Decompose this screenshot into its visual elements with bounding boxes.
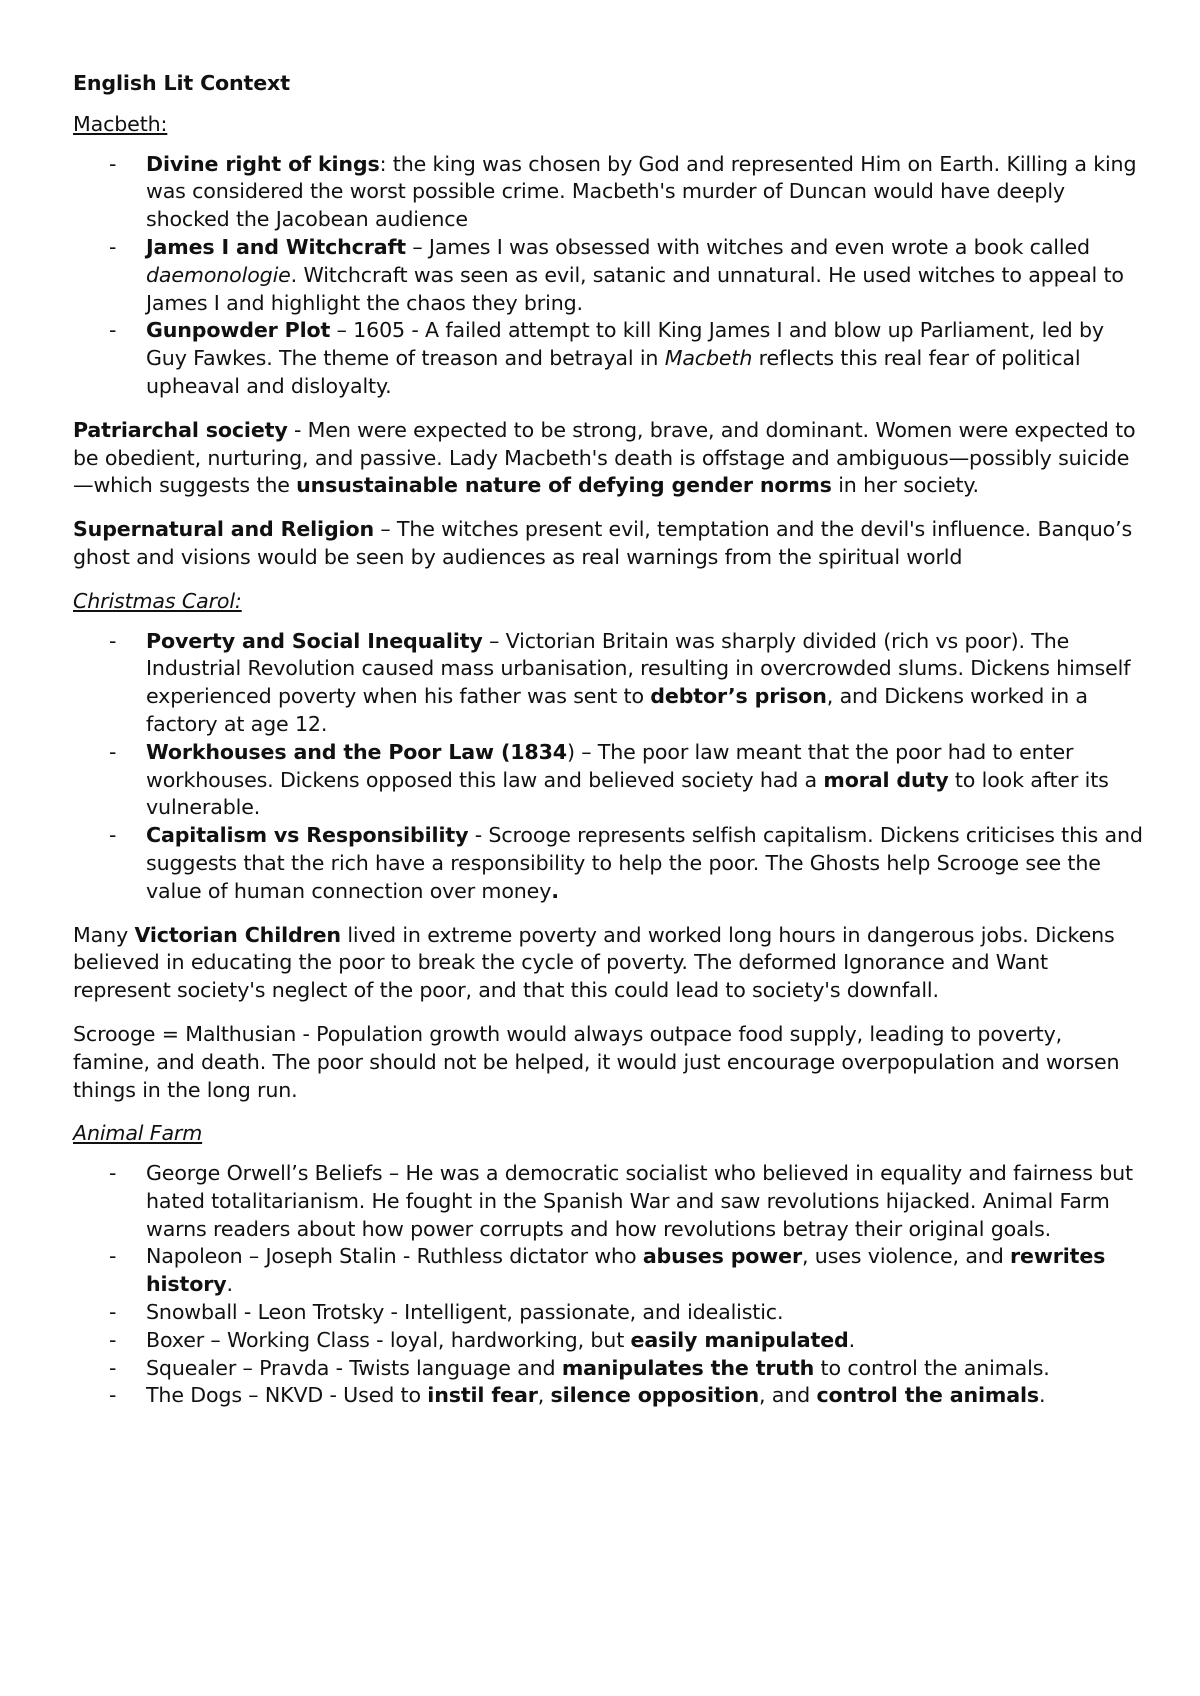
dash-marker: - xyxy=(109,628,117,653)
dash-marker: - xyxy=(109,151,117,176)
list-item: - Poverty and Social Inequality – Victorian Britain was sharply divided (rich vs poor). The Industrial Revolution caused mass urbanisation, resulting in overcrowded slums. Dickens himself experienced poverty when his father was sent to debtor’s prison, and Dickens worked in a factory at age 12. xyxy=(109,628,1131,736)
heading-christmas-carol: Christmas Carol: xyxy=(73,588,242,613)
dash-marker: - xyxy=(109,1161,117,1186)
macbeth-list xyxy=(73,151,1143,401)
heading-animal-farm: Animal Farm xyxy=(73,1121,203,1146)
dash-marker: - xyxy=(109,234,117,259)
list-item: - George Orwell’s Beliefs – He was a democratic socialist who believed in equality and fairness but hated totalitarianism. He fought in the Spanish War and saw revolutions hijacked. Animal Farm warns readers about how power corrupts and how revolutions betray their original goals. xyxy=(109,1161,1133,1241)
paragraph-patriarchal: Patriarchal society - Men were expected to be strong, brave, and dominant. Women were expected to be obedient, nurturing, and passive. Lady Macbeth's death is offstage and ambiguous—possibly suicide—which suggests the unsustainable nature of defying gender norms in her society. xyxy=(73,417,1136,498)
dash-marker: - xyxy=(109,1327,117,1352)
document-title: English Lit Context xyxy=(73,71,290,95)
animal-farm-list xyxy=(73,1160,1143,1410)
list-item: - James I and Witchcraft – James I was obsessed with witches and even wrote a book called daemonologie. Witchcraft was seen as evil, satanic and unnatural. He used witches to appeal to James I and highlight the chaos they bring. xyxy=(109,234,1124,315)
dash-marker: - xyxy=(109,318,117,343)
paragraph-victorian-children: Many Victorian Children lived in extreme poverty and worked long hours in dangerous jobs. Dickens believed in educating the poor to break the cycle of poverty. The deformed Ignorance and Want represent society's neglect of the poor, and that this could lead to society's downfall. xyxy=(73,922,1115,1003)
paragraph-scrooge-malthusian: Scrooge = Malthusian - Population growth would always outpace food supply, leading to poverty, famine, and death. The poor should not be helped, it would just encourage overpopulation and worsen things in the long run. xyxy=(73,1021,1120,1102)
dash-marker: - xyxy=(109,1244,117,1269)
dash-marker: - xyxy=(109,1383,117,1408)
list-item: - Squealer – Pravda - Twists language and manipulates the truth to control the animals. xyxy=(73,1355,1143,1383)
list-item: - Gunpowder Plot – 1605 - A failed attempt to kill King James I and blow up Parliament, led by Guy Fawkes. The theme of treason and betrayal in Macbeth reflects this real fear of political upheaval and disloyalty. xyxy=(109,318,1104,398)
carol-list xyxy=(73,628,1143,906)
dash-marker: - xyxy=(109,1300,117,1325)
dash-marker: - xyxy=(109,1355,117,1380)
list-item: - Workhouses and the Poor Law (1834) – The poor law meant that the poor had to enter workhouses. Dickens opposed this law and believed society had a moral duty to look after its vulnerable. xyxy=(109,739,1109,820)
list-item: - Napoleon – Joseph Stalin - Ruthless dictator who abuses power, uses violence, and rewrites history. xyxy=(109,1244,1106,1297)
dash-marker: - xyxy=(109,739,117,764)
heading-macbeth: Macbeth: xyxy=(73,111,168,136)
list-item: - The Dogs – NKVD - Used to instil fear, silence opposition, and control the animals. xyxy=(73,1382,1143,1410)
list-item: - Boxer – Working Class - loyal, hardworking, but easily manipulated. xyxy=(73,1327,1143,1355)
document-page xyxy=(73,70,1143,1426)
list-item: - Snowball - Leon Trotsky - Intelligent, passionate, and idealistic. xyxy=(73,1299,1143,1327)
list-item: - Capitalism vs Responsibility - Scrooge represents selfish capitalism. Dickens criticises this and suggests that the rich have a responsibility to help the poor. The Ghosts help Scrooge see the value of human connection over money. xyxy=(109,823,1143,903)
list-item: - Divine right of kings: the king was chosen by God and represented Him on Earth. Killing a king was considered the worst possible crime. Macbeth's murder of Duncan would have deeply shocked the Jacobean audience xyxy=(109,151,1137,232)
dash-marker: - xyxy=(109,823,117,848)
paragraph-supernatural: Supernatural and Religion – The witches present evil, temptation and the devil's influence. Banquo’s ghost and visions would be seen by audiences as real warnings from the spiritual world xyxy=(73,517,1133,569)
